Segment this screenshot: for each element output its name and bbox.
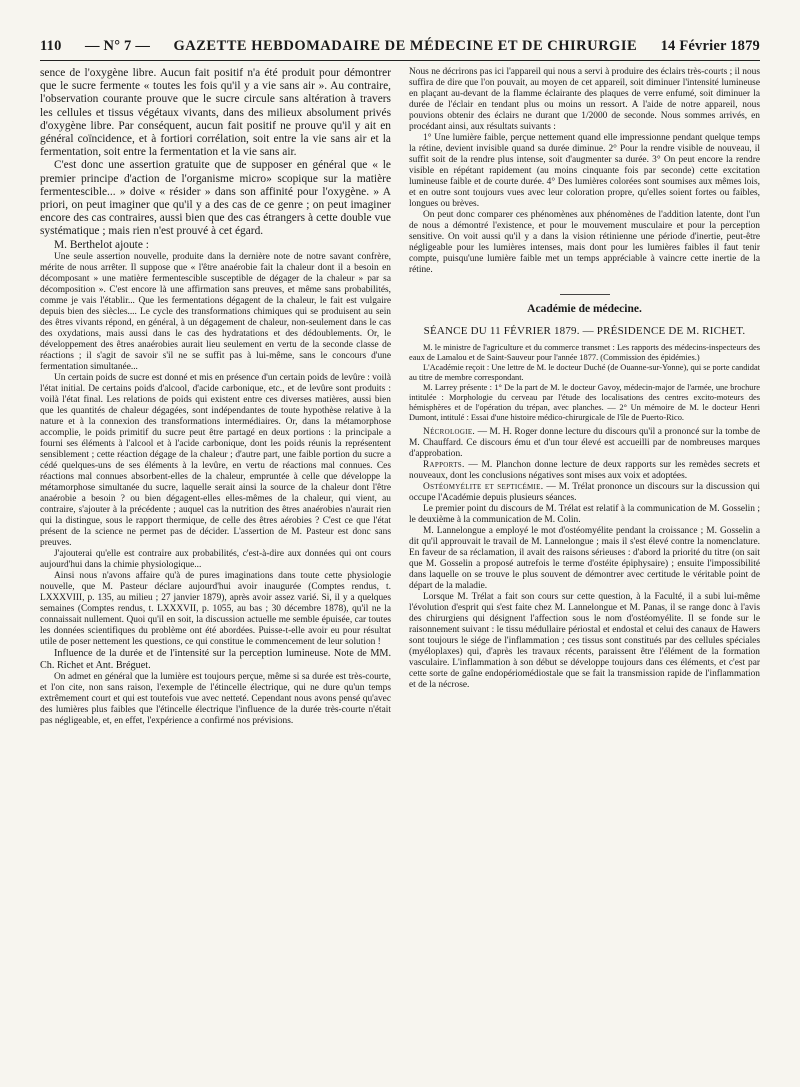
paragraph: C'est donc une assertion gratuite que de supposer en général que « le premier principe d'action de l'organisme micro» scopique sur la matière fermentescible... » doive « résider » dans son affinité pour l'oxygène. » A priori, on peut imaginer que qu'il y a des cas de ce genre ; on peut imaginer encore des cas contraires, aussi bien que des cas étrangers à cette double vue systématique ; mais rien n'est prouvé à cet égard. [40,159,391,238]
news-item [409,460,760,482]
paragraph: Le premier point du discours de M. Trélat est relatif à la communication de M. Gosselin ; le deuxième à la communication de M. Colin. [409,504,760,525]
page-header [40,38,760,61]
session-heading: SÉANCE DU 11 FÉVRIER 1879. — PRÉSIDENCE DE M. RICHET. [423,325,746,337]
paragraph: On peut donc comparer ces phénomènes aux phénomènes de l'addition latente, dont l'un de nous a démontré l'existence, et pour le mouvement musculaire et pour la perception sensitive. On voit aussi qu'il y a dans la vision rétinienne une période d'inertie, peut-être négligeable pour les lumières intenses, mais dont pour les lumières faibles il faut tenir compte, puisqu'une lumière faible met un temps appréciable à vaincre cette inertie de la rétine. [409,210,760,275]
news-item [409,482,760,504]
journal-title: GAZETTE HEBDOMADAIRE DE MÉDECINE ET DE CHIRURGIE [173,38,638,54]
quote-paragraph: Ainsi nous n'avons affaire qu'à de pures imaginations dans toute cette physiologie nouvelle, que M. Pasteur déclare aujourd'hui avoir inaugurée (Comptes rendus, t. LXXXVIII, p. 135, au milieu ; 27 janvier 1879), après avoir assez varié. Si, il y a quelques semaines (Comptes rendus, t. LXXXVII, p. 1055, au bas ; 30 décembre 1878), qu'il ne la connaissait nullement. Quoi qu'il en soit, la discussion actuelle me semble épuisée, car toutes les données scientifiques du problème ont été abordées. Puisse-t-elle avoir eu pour résultat utile de poser nettement les questions, ce qui constitue le commencement de leur solution ! [40,570,391,647]
paragraph: 1° Une lumière faible, perçue nettement quand elle impressionne pendant quelque temps la rétine, devient invisible quand sa durée diminue. 2° Pour la rendre visible de nouveau, il suffit soit de la rendre plus intense, soit d'augmenter sa durée. 3° On peut encore la rendre visible en répétant rapidement (au moins cinquante fois par seconde) cette excitation lumineuse faible et de courte durée. 4° Des lumières colorées sont soumises aux mêmes lois, et en outre sont toujours vues avec leur coloration propre, qu'elles soient fortes ou faibles, longues ou brèves. [409,133,760,209]
section-title: Influence de la durée et de l'intensité sur la perception lumineuse. Note de MM. Ch. Richet et Ant. Bréguet. [40,647,391,671]
item-text: — M. H. Roger donne lecture du discours qu'il a prononcé sur la tombe de M. Chauffard. Ce discours ému et d'un tour élevé est accueilli par de nombreuses marques d'approbation. [409,427,760,459]
item-lead: Ostéomyélite et septicémie. [423,482,544,492]
item-lead: Rapports. [423,460,465,470]
correspondence-item: M. Larrey présente : 1° De la part de M. le docteur Gavoy, médecin-major de l'armée, une brochure intitulée : Morphologie du cerveau par l'étude des localisations des centres excito-moteurs des hémisphères et de l'opération du trépan, avec planches. — 2° Un mémoire de M. le docteur Henri Dumont, intitulé : Essai d'une histoire médico-chirurgicale de l'île de Puerto-Rico. [409,383,760,422]
divider [560,294,610,295]
left-column [40,67,391,1077]
news-item [409,427,760,460]
page-number: 110 [40,38,62,54]
paragraph: Nous ne décrirons pas ici l'appareil qui nous a servi à produire des éclairs très-courts ; il nous suffira de dire que l'on pouvait, au moyen de cet appareil, soit diminuer l'intensité lumineuse en plaçant au-devant de la flamme éclairante des plaques de verre enfumé, soit diminuer la durée de l'éclair en tendant plus ou moins un ressort. A l'aide de notre appareil, nous pouvions obtenir des éclairs ne durant que 1/2000 de seconde. Nous sommes arrivés, en procédant ainsi, aux résultats suivants : [409,67,760,132]
item-lead: Nécrologie. [423,427,476,437]
paragraph: Lorsque M. Trélat a fait son cours sur cette question, à la Faculté, il a subi lui-même l'évolution d'esprit qui s'est faite chez M. Lannelongue et M. Panas, il se range donc à l'avis des chirurgiens qui désignent l'affection sous le nom d'ostéomyélite. Il se fonde sur le raisonnement suivant : le tissu médullaire périostal et endostal et celui des canaux de Hawers sont toujours le siége de l'inflammation ; ces tissus sont constitués par des cellules spéciales (myéloplaxes) qui, d'après les travaux récents, paraissent être l'élément de la formation vasculaire. L'inflammation à son début se développe toujours dans ces éléments, et c'est par cette sorte de gaîne endopériomédiostale que se fait la transmission rapide de l'inflammation et de la nécrose. [409,592,760,690]
columns [40,67,760,1077]
correspondence-item: M. le ministre de l'agriculture et du commerce transmet : Les rapports des médecins-inspecteurs des eaux de Lamalou et de Saint-Sauveur pour l'année 1877. (Commission des épidémies.) [409,343,760,362]
quote-paragraph: J'ajouterai qu'elle est contraire aux probabilités, c'est-à-dire aux données qui ont cours aujourd'hui dans la chimie physiologique... [40,548,391,570]
correspondence-item: L'Académie reçoit : Une lettre de M. le docteur Duché (de Ouanne-sur-Yonne), qui se porte candidat au titre de membre correspondant. [409,363,760,382]
academy-title: Académie de médecine. [527,303,642,315]
paragraph: On admet en général que la lumière est toujours perçue, même si sa durée est très-courte, et l'on cite, non sans raison, l'exemple de l'étincelle électrique, qui ne dure qu'un temps extrêmement court et qui est toutefois vue avec netteté. Cependant nous avons pensé qu'avec des lumières plus faibles que l'étincelle électrique l'influence de la durée très-courte n'était pas négligeable, et, en effet, l'expérience a confirmé nos prévisions. [40,671,391,726]
quote-paragraph: Une seule assertion nouvelle, produite dans la dernière note de notre savant confrère, mérite de nous arrêter. Il suppose que « l'être anaérobie fait la chaleur dont il a besoin en décomposant » une matière fermentescible susceptible de dégager de la chaleur » par sa décomposition ». C'est encore là une affirmation sans preuves, et même sans probabilités, comme je vais l'établir... Que les fermentations dégagent de la chaleur, le fait est vulgaire depuis bien des siècles.... Le cycle des transformations chimiques qui se produisent au sein des êtres vivants répond, en général, à un dégagement de chaleur, non-seulement dans le cas des oxydations, mais aussi dans le cas des hydratations et des dédoublements. Or, le développement des êtres anaérobies aurait lieu seulement en vertu de la seconde classe de réactions ; il s'agit de savoir s'il ne se suffit pas à lui-même, sans le concours d'une fermentation simultanée... [40,251,391,372]
paragraph: M. Berthelot ajoute : [54,238,149,251]
right-column [409,67,760,1077]
item-text: — M. Planchon donne lecture de deux rapports sur les remèdes secrets et nouveaux, dont les conclusions négatives sont mises aux voix et adoptées. [409,460,760,481]
item-text: — M. Trélat prononce un discours sur la discussion qui occupe l'Académie depuis plusieurs séances. [409,482,760,503]
paragraph: sence de l'oxygène libre. Aucun fait positif n'a été produit pour démontrer que le sucre fermente « toutes les fois qu'il y a vie sans air ». Au contraire, l'observation courante prouve que le sucre circule sans altération à travers les cellules et tissus végétaux vivants, dans des milieux absolument privés d'oxygène libre. Par conséquent, aucun fait positif ne prouve qu'il y ait en général coïncidence, et à fortiori corrélation, soit entre la vie sans air et la fermentation, soit entre la fermentation et la vie sans air. [40,67,391,159]
issue-number: — N° 7 — [85,38,151,54]
quote-paragraph: Un certain poids de sucre est donné et mis en présence d'un certain poids de levûre : voilà l'état initial. De certains poids d'alcool, d'acide carbonique, etc., et de levûre sont produits : voilà l'état final. Les relations de poids qui existent entre ces diverses matières, aussi bien que les quantités de chaleur dégagées, sont indépendantes de toute hypothèse relative à la nature et à la connexion des transformations intermédiaires. Or, dans la métamorphose accomplie, le poids primitif du sucre peut être partagé en deux portions : la principale a fourni ses éléments à l'alcool et à l'acide carbonique, dont les poids réunis la représentent sensiblement ; cette réaction dégage de la chaleur ; d'autre part, une faible portion du sucre a cédé quelques-uns de ses éléments à la levûre, en vertu de réactions mal connues. Ces réactions mal connues absorbent-elles de la chaleur, empruntée à celle que développe la métamorphose simultanée du sucre, laquelle serait ainsi la source de la chaleur dont l'être anaérobie a besoin ? ou bien dégagent-elles elles-mêmes de la chaleur, qui vient, au contraire, s'ajouter à la précédente ; auquel cas la nutrition des êtres anaérobies n'aurait rien qui la distingue, sous le rapport thermique, de celle des êtres aérobies ? C'est ce que l'état présent de la science ne permet pas de décider. L'assertion de M. Pasteur est donc sans preuves. [40,372,391,548]
issue-date: 14 Février 1879 [660,38,760,54]
paragraph: M. Lannelongue a employé le mot d'ostéomyélite pendant la croissance ; M. Gosselin a dit qu'il approuvait le travail de M. Lannelongue ; mais il s'est élevé contre la nomenclature. En faveur de sa réclamation, il avait des raisons sérieuses : d'abord la priorité du titre (on sait que M. Gosselin a proposé autrefois le terme d'ostéite épiphysaire) ; ensuite l'impossibilité dans laquelle on se trouve le plus souvent de démontrer avec certitude le véritable point de départ de la maladie. [409,526,760,591]
